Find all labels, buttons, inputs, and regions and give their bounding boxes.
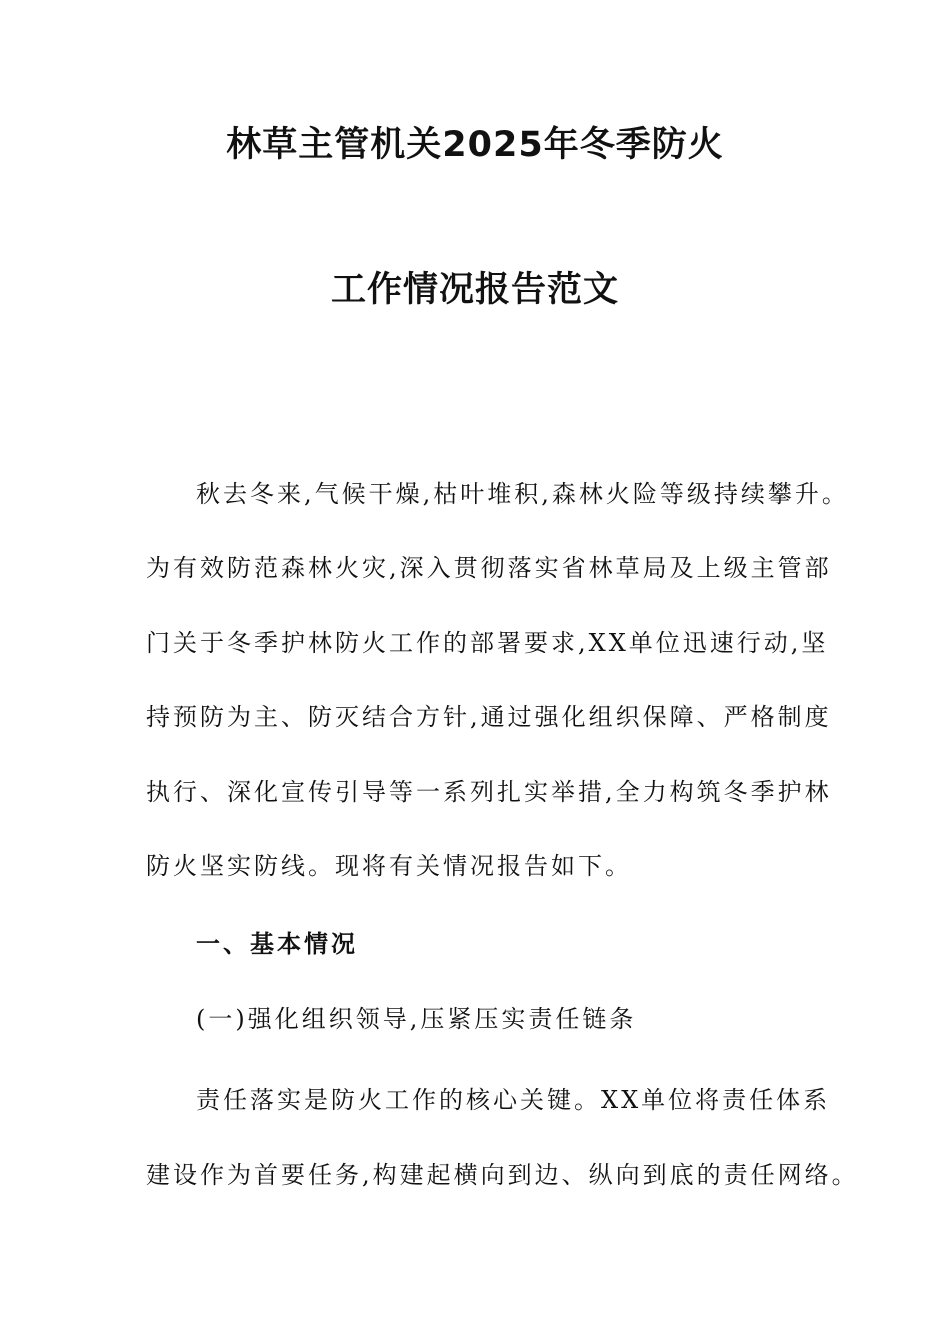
paragraph-line: 持预防为主、防灭结合方针,通过强化组织保障、严格制度 (146, 703, 832, 731)
document-title-line-1: 林草主管机关2025年冬季防火 (226, 125, 724, 165)
paragraph-line: 为有效防范森林火灾,深入贯彻落实省林草局及上级主管部 (146, 554, 832, 582)
document-title-line-2: 工作情况报告范文 (330, 270, 619, 310)
section-heading: 一、基本情况 (196, 929, 358, 958)
paragraph-line: 秋去冬来,气候干燥,枯叶堆积,森林火险等级持续攀升。 (196, 480, 849, 508)
paragraph-line: 门关于冬季护林防火工作的部署要求,XX单位迅速行动,坚 (146, 629, 829, 657)
paragraph-line: 防火坚实防线。现将有关情况报告如下。 (146, 852, 632, 880)
subsection-heading: (一)强化组织领导,压紧压实责任链条 (196, 1005, 637, 1033)
paragraph-line: 责任落实是防火工作的核心关键。XX单位将责任体系 (196, 1086, 831, 1114)
paragraph-line: 执行、深化宣传引导等一系列扎实举措,全力构筑冬季护林 (146, 778, 832, 806)
paragraph-line: 建设作为首要任务,构建起横向到边、纵向到底的责任网络。 (146, 1161, 859, 1189)
